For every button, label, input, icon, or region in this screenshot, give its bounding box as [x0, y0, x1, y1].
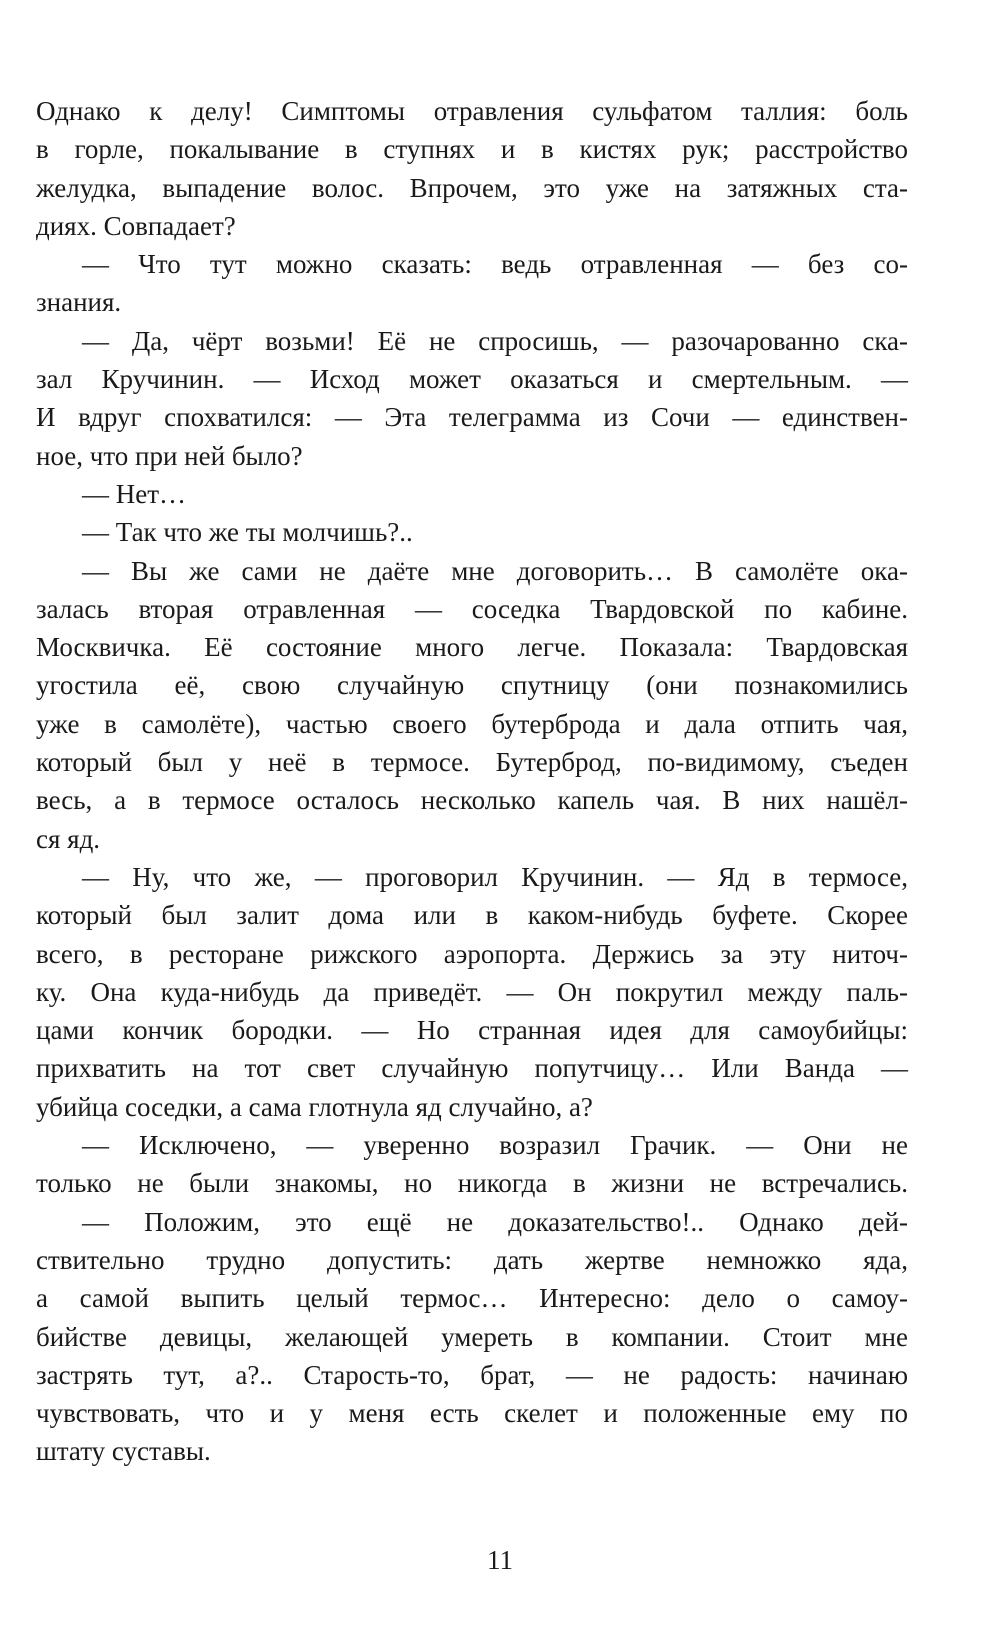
text-line: — Что тут можно сказать: ведь отравленная — без со-: [82, 249, 908, 280]
page-body: [36, 92, 908, 1471]
text-line: весь, а в термосе осталось несколько капель чая. В них нашёл-: [36, 785, 908, 816]
text-line: а самой выпить целый термос… Интересно: дело о самоу-: [36, 1283, 908, 1314]
text-line: ся яд.: [36, 823, 101, 854]
text-line: застрять тут, а?.. Старость-то, брат, — не радость: начинаю: [36, 1359, 908, 1390]
text-line: в горле, покалывание в ступнях и в кистях рук; расстройство: [36, 134, 908, 165]
text-line: чувствовать, что и у меня есть скелет и положенные ему по: [36, 1398, 908, 1429]
text-line: — Положим, это ещё не доказательство!.. Однако дей-: [82, 1206, 908, 1237]
text-line: Москвичка. Её состояние много легче. Показала: Твардовская: [36, 632, 908, 663]
text-line: ку. Она куда-нибудь да приведёт. — Он покрутил между паль-: [36, 976, 908, 1007]
text-line: бийстве девицы, желающей умереть в компании. Стоит мне: [36, 1321, 908, 1352]
text-line: прихватить на тот свет случайную попутчицу… Или Ванда —: [36, 1053, 908, 1084]
text-line: залась вторая отравленная — соседка Твардовской по кабине.: [36, 593, 908, 624]
text-line: — Исключено, — уверенно возразил Грачик. — Они не: [82, 1130, 908, 1161]
page-number: 11: [487, 1545, 513, 1575]
text-line: — Нет…: [82, 478, 187, 509]
text-line: уже в самолёте), частью своего бутерброда и дала отпить чая,: [36, 708, 908, 739]
text-line: — Вы же сами не даёте мне договорить… В самолёте ока-: [82, 555, 908, 586]
text-line: — Так что же ты молчишь?..: [82, 517, 413, 548]
text-line: цами кончик бородки. — Но странная идея для самоубийцы:: [36, 1015, 908, 1046]
text-line: ствительно трудно допустить: дать жертве немножко яда,: [36, 1244, 908, 1275]
text-line: который был залит дома или в каком-нибудь буфете. Скорее: [36, 900, 908, 931]
text-line: желудка, выпадение волос. Впрочем, это уже на затяжных ста-: [36, 172, 908, 203]
text-line: Однако к делу! Симптомы отравления сульфатом таллия: боль: [36, 96, 908, 126]
text-line: знания.: [36, 287, 122, 318]
text-line: И вдруг спохватился: — Эта телеграмма из Сочи — единствен-: [36, 402, 908, 433]
text-line: штату суставы.: [36, 1436, 211, 1467]
text-line: угостила её, свою случайную спутницу (они познакомились: [36, 670, 908, 701]
text-line: зал Кручинин. — Исход может оказаться и смертельным. —: [36, 364, 908, 395]
text-line: который был у неё в термосе. Бутерброд, по-видимому, съеден: [36, 747, 908, 778]
text-line: — Ну, что же, — проговорил Кручинин. — Яд в термосе,: [82, 861, 908, 892]
text-line: диях. Совпадает?: [36, 210, 236, 241]
text-line: — Да, чёрт возьми! Её не спросишь, — разочарованно ска-: [82, 325, 908, 356]
text-line: всего, в ресторане рижского аэропорта. Держись за эту ниточ-: [36, 938, 908, 969]
text-line: ное, что при ней было?: [36, 440, 303, 471]
text-line: только не были знакомы, но никогда в жизни не встречались.: [36, 1168, 908, 1199]
text-line: убийца соседки, а сама глотнула яд случайно, а?: [36, 1091, 593, 1122]
